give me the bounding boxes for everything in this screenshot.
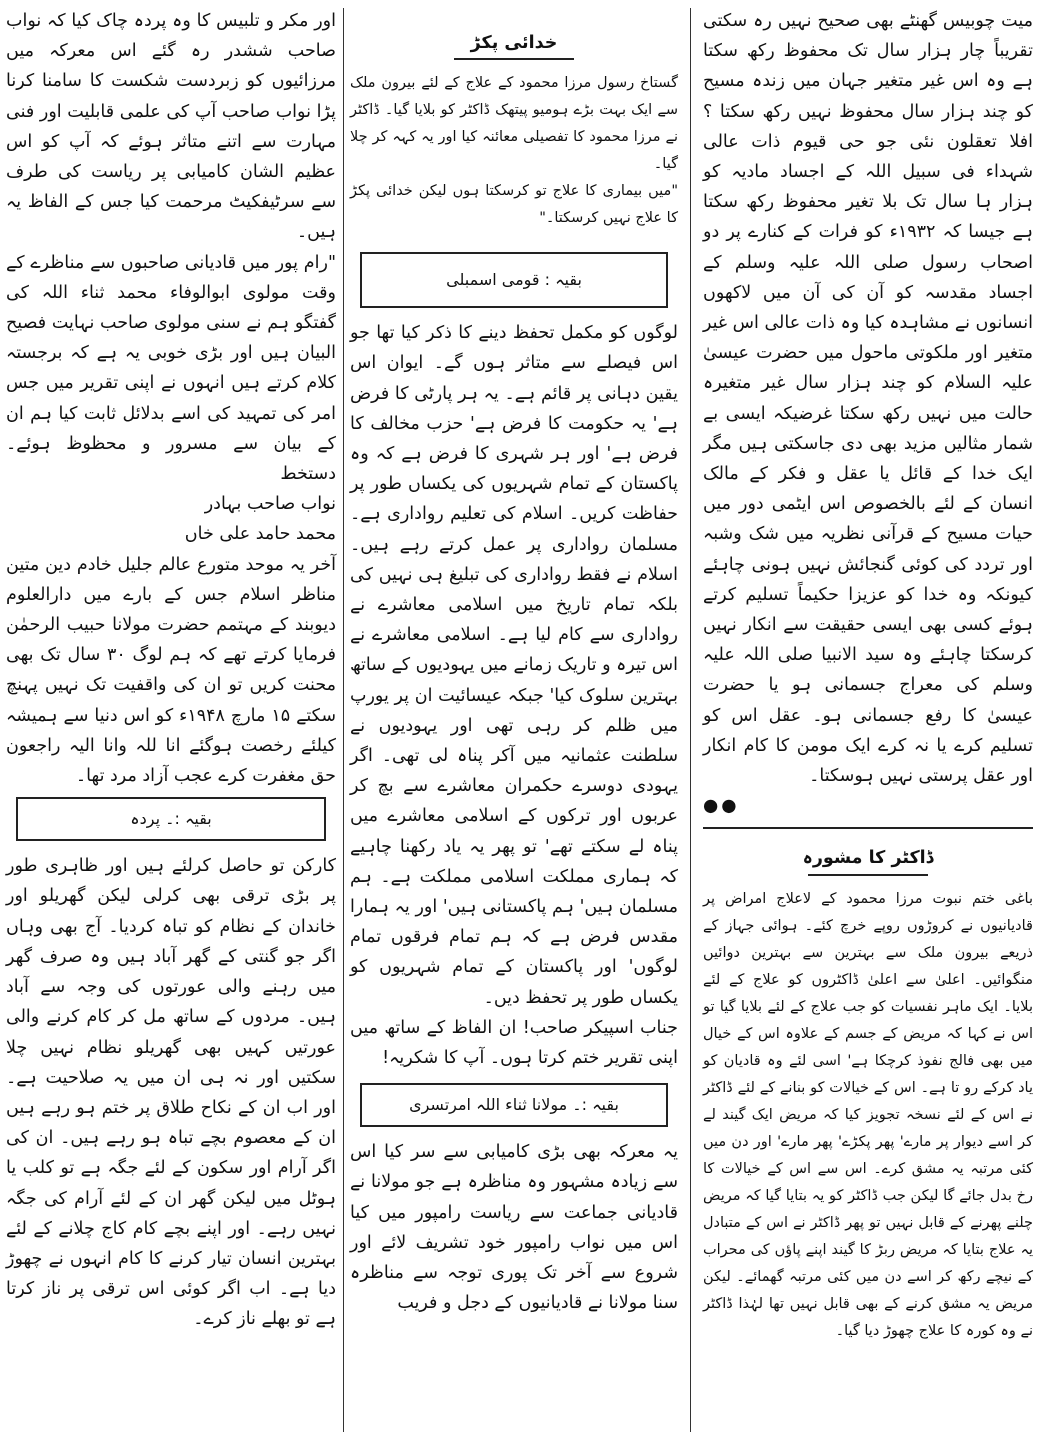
section-divider xyxy=(703,827,1033,829)
body-text: آخر یہ موحد متورع عالم جلیل خادم دین متین مناظر اسلام جس کے بارے میں دارالعلوم دیوبند کے مہتمم حضرت مولانا حبیب الرحمٰن فرمایا کرتے تھے کہ ہم لوگ ۳۰ سال تک بھی محنت کریں تو ان کی واقفیت تک نہیں پہنچ سکتے ۱۵ مارچ ۱۹۴۸ء کو اس دنیا سے ہمیشہ کیلئے رخصت ہوگئے انا للہ وانا الیہ راجعون حق مغفرت کرے عجب آزاد مرد تھا۔ xyxy=(6,554,336,787)
continuation-box: بقیہ :۔ پردہ xyxy=(16,797,326,841)
right-column xyxy=(703,6,1033,1345)
continuation-box: بقیہ : قومی اسمبلی xyxy=(360,252,668,308)
title-underline xyxy=(454,58,574,60)
body-text: باغی ختم نبوت مرزا محمود کے لاعلاج امراض پر قادیانیوں نے کروڑوں روپے خرچ کئے۔ ہوائی جہاز کے ذریعے بیرون ملک سے بہترین سے بہترین دوائیں منگوائیں۔ اعلیٰ سے اعلیٰ ڈاکٹروں کو علاج کے لئے بلایا۔ ایک ماہر نفسیات کو جب علاج کے لئے بلایا گیا تو اس نے کہا کہ مریض کے جسم کے علاوہ اس کے خیال میں بھی فالج نفوذ کرچکا ہے' اسی لئے وہ قادیان کو یاد کرکے رو تا ہے۔ اس کے خیالات کو بنانے کے لئے ڈاکٹر نے اس کے لئے نسخہ تجویز کیا کہ مریض ایک گیند لے کر اسے دیوار پر مارے' پھر پکڑے' پھر مارے' اور دن میں کئی مرتبہ یہ مشق کرے۔ اس سے اس کے خیالات کا رخ بدل جائے گا لیکن جب ڈاکٹر کو یہ بتایا گیا کہ مریض چلنے پھرنے کے قابل نہیں تو پھر ڈاکٹر نے اس کے متبادل یہ علاج بتایا کہ مریض ربڑ کا گیند اپنے پاؤں کی محراب کے نیچے رکھ کر اسے دن میں کئی مرتبہ گھمائے۔ لیکن مریض یہ مشق کرنے کے بھی قابل نہیں تھا لہٰذا ڈاکٹر نے وہ کورہ کا علاج چھوڑ دیا گیا۔ xyxy=(703,890,1033,1339)
body-text: جناب اسپیکر صاحب! ان الفاظ کے ساتھ میں اپنی تقریر ختم کرتا ہوں۔ آپ کا شکریہ! xyxy=(350,1017,678,1069)
body-text: گستاخ رسول مرزا محمود کے علاج کے لئے بیرون ملک سے ایک بہت بڑے ہومیو پیتھک ڈاکٹر کو بلایا گیا۔ ڈاکٹر نے مرزا محمود کا تفصیلی معائنہ کیا اور یہ کہہ کر چلا گیا۔ xyxy=(350,75,678,173)
left-column xyxy=(6,6,336,1335)
body-text: کارکن تو حاصل کرلئے ہیں اور ظاہری طور پر بڑی ترقی بھی کرلی لیکن گھریلو اور خاندان کے نظام کو تباہ کردیا۔ آج بھی وہاں اگر جو گنتی کے گھر آباد ہیں وہ صرف گھر میں رہنے والی عورتوں کی وجہ سے آباد ہیں۔ مردوں کے ساتھ مل کر کام کرنے والی عورتیں کہیں بھی گھریلو نظام نہیں چلا سکتیں اور نہ ہی ان میں یہ صلاحیت ہے۔ اور اب ان کے نکاح طلاق پر ختم ہو رہے ہیں ان کے معصوم بچے تباہ ہو رہے ہیں۔ ان کی اگر آرام اور سکون کے لئے جگہ ہے تو کلب یا ہوٹل میں لیکن گھر ان کے لئے آرام کی جگہ نہیں رہے۔ اور اپنے بچے کام کاج چلانے کے لئے بہترین انسان تیار کرنے کا کام انہوں نے چھوڑ دیا ہے۔ اب اگر کوئی اس ترقی پر ناز کرتا ہے تو بھلے ناز کرے۔ xyxy=(6,856,336,1330)
middle-column xyxy=(350,6,678,1319)
body-text: میت چوبیس گھنٹے بھی صحیح نہیں رہ سکتی تقریباً چار ہزار سال تک محفوظ رکھ سکتا ہے وہ اس غیر متغیر جہان میں زندہ مسیح کو چند ہزار سال محفوظ نہیں رکھ سکتا ؟افلا تعقلون نئی جو حی قیوم ذات عالی شہداء فی سبیل اللہ کے اجساد مادیہ کو ہزار ہا سال تک بلا تغیر محفوظ رکھ سکتا ہے جیسا کہ ۱۹۳۲ء کو فرات کے کنارے پر دو اصحاب رسول صلی اللہ علیہ وسلم کے اجساد مقدسہ کو آن کی آن میں لاکھوں انسانوں نے مشاہدہ کیا وہ ذات عالی اس غیر متغیر اور ملکوتی ماحول میں حضرت عیسیٰ علیہ السلام کو چند ہزار سال غیر متغیرہ حالت میں نہیں رکھ سکتا غرضیکہ ایسی بے شمار مثالیں مزید بھی دی جاسکتی ہیں مگر ایک خدا کے قائل یا عقل و فکر کے مالک انسان کے لئے بالخصوص اس ایٹمی دور میں حیات مسیح کے قرآنی نظریہ میں شک وشبہ اور تردد کی کوئی گنجائش نہیں ہونی چاہئے کیونکہ وہ خدا کو عزیزا حکیماً تسلیم کرتے ہوئے کسی بھی ایسی حقیقت سے انکار نہیں کرسکتا چاہئے وہ سید الانبیا صلی اللہ علیہ وسلم کی معراج جسمانی ہو یا حضرت عیسیٰ کا رفع جسمانی ہو۔ عقل اس کو تسلیم کرے یا نہ کرے ایک مومن کا کام انکار اور عقل پرستی نہیں ہوسکتا۔ xyxy=(703,11,1034,787)
title-underline xyxy=(808,874,928,876)
article-title: خدائی پکڑ xyxy=(470,33,558,53)
article-title: ڈاکٹر کا مشورہ xyxy=(802,848,934,869)
signature-name: محمد حامد علی خاں xyxy=(184,524,336,545)
article-body xyxy=(703,886,1033,1345)
continuation-box: بقیہ :۔ مولانا ثناء اللہ امرتسری xyxy=(360,1083,668,1127)
end-mark: ●● xyxy=(703,796,740,817)
quote-text: "رام پور میں قادیانی صاحبوں سے مناظرے کے وقت مولوی ابوالوفاء محمد ثناء اللہ کی گفتگو ہم نے سنی مولوی صاحب نہایت فصیح البیان ہیں اور بڑی خوبی یہ ہے کہ برجستہ کلام کرتے ہیں انہوں نے اپنی تقریر میں جس امر کی تمہید کی اسے بدلائل ثابت کیا ہم ان کے بیان سے مسرور و محظوظ ہوئے۔ دستخط xyxy=(6,252,336,485)
signature-line: نواب صاحب بہادر xyxy=(204,494,336,515)
body-text: لوگوں کو مکمل تحفظ دینے کا ذکر کیا تھا جو اس فیصلے سے متاثر ہوں گے۔ ایوان اس یقین دہانی پر قائم ہے۔ یہ ہر پارٹی کا فرض ہے' یہ حکومت کا فرض ہے' حزب مخالف کا فرض ہے' اور ہر شہری کا فرض ہے کہ وہ پاکستان کے تمام شہریوں کی یکساں طور پر حفاظت کریں۔ اسلام کی تعلیم رواداری ہے۔ مسلمان رواداری پر عمل کرتے رہے ہیں۔ اسلام نے فقط رواداری کی تبلیغ ہی نہیں کی بلکہ تمام تاریخ میں اسلامی معاشرے نے رواداری سے کام لیا ہے۔ اسلامی معاشرے نے اس تیرہ و تاریک زمانے میں یہودیوں کے ساتھ بہترین سلوک کیا' جبکہ عیسائیت ان پر یورپ میں ظلم کر رہی تھی اور یہودیوں نے سلطنت عثمانیہ میں آکر پناہ لی تھی۔ اگر یہودی دوسرے حکمران معاشرے سے بچ کر عربوں اور ترکوں کے اسلامی معاشرے میں پناہ لے سکتے تھے' تو پھر یہ یاد رکھنا چاہیے کہ ہماری مملکت اسلامی مملکت ہے۔ ہم مسلمان ہیں' ہم پاکستانی ہیں' اور یہ ہمارا مقدس فرض ہے کہ ہم تمام فرقوں تمام لوگوں' اور پاکستان کے تمام شہریوں کو یکساں طور پر تحفظ دیں۔ xyxy=(350,323,678,1008)
body-text: اور مکر و تلبیس کا وہ پردہ چاک کیا کہ نواب صاحب ششدر رہ گئے اس معرکہ میں مرزائیوں کو زبردست شکست کا سامنا کرنا پڑا نواب صاحب آپ کی علمی قابلیت اور فنی مہارت سے اتنے متاثر ہوئے کہ آپ کو اس عظیم الشان کامیابی پر ریاست کی طرف سے سرٹیفکیٹ مرحمت کیا جس کے الفاظ یہ ہیں۔ xyxy=(6,11,336,243)
quote-text: "میں بیماری کا علاج تو کرسکتا ہوں لیکن خدائی پکڑ کا علاج نہیں کرسکتا۔" xyxy=(350,183,678,227)
column-divider-right xyxy=(690,8,691,1432)
body-text: یہ معرکہ بھی بڑی کامیابی سے سر کیا اس سے زیادہ مشہور وہ مناظرہ ہے جو مولانا نے قادیانی جماعت سے ریاست رامپور میں کیا اس میں نواب رامپور خود تشریف لائے اور شروع سے آخر تک پوری توجہ سے مناظرہ سنا مولانا نے قادیانیوں کے دجل و فریب xyxy=(350,1142,678,1314)
article-body xyxy=(350,70,678,232)
column-divider-left xyxy=(343,8,344,1432)
